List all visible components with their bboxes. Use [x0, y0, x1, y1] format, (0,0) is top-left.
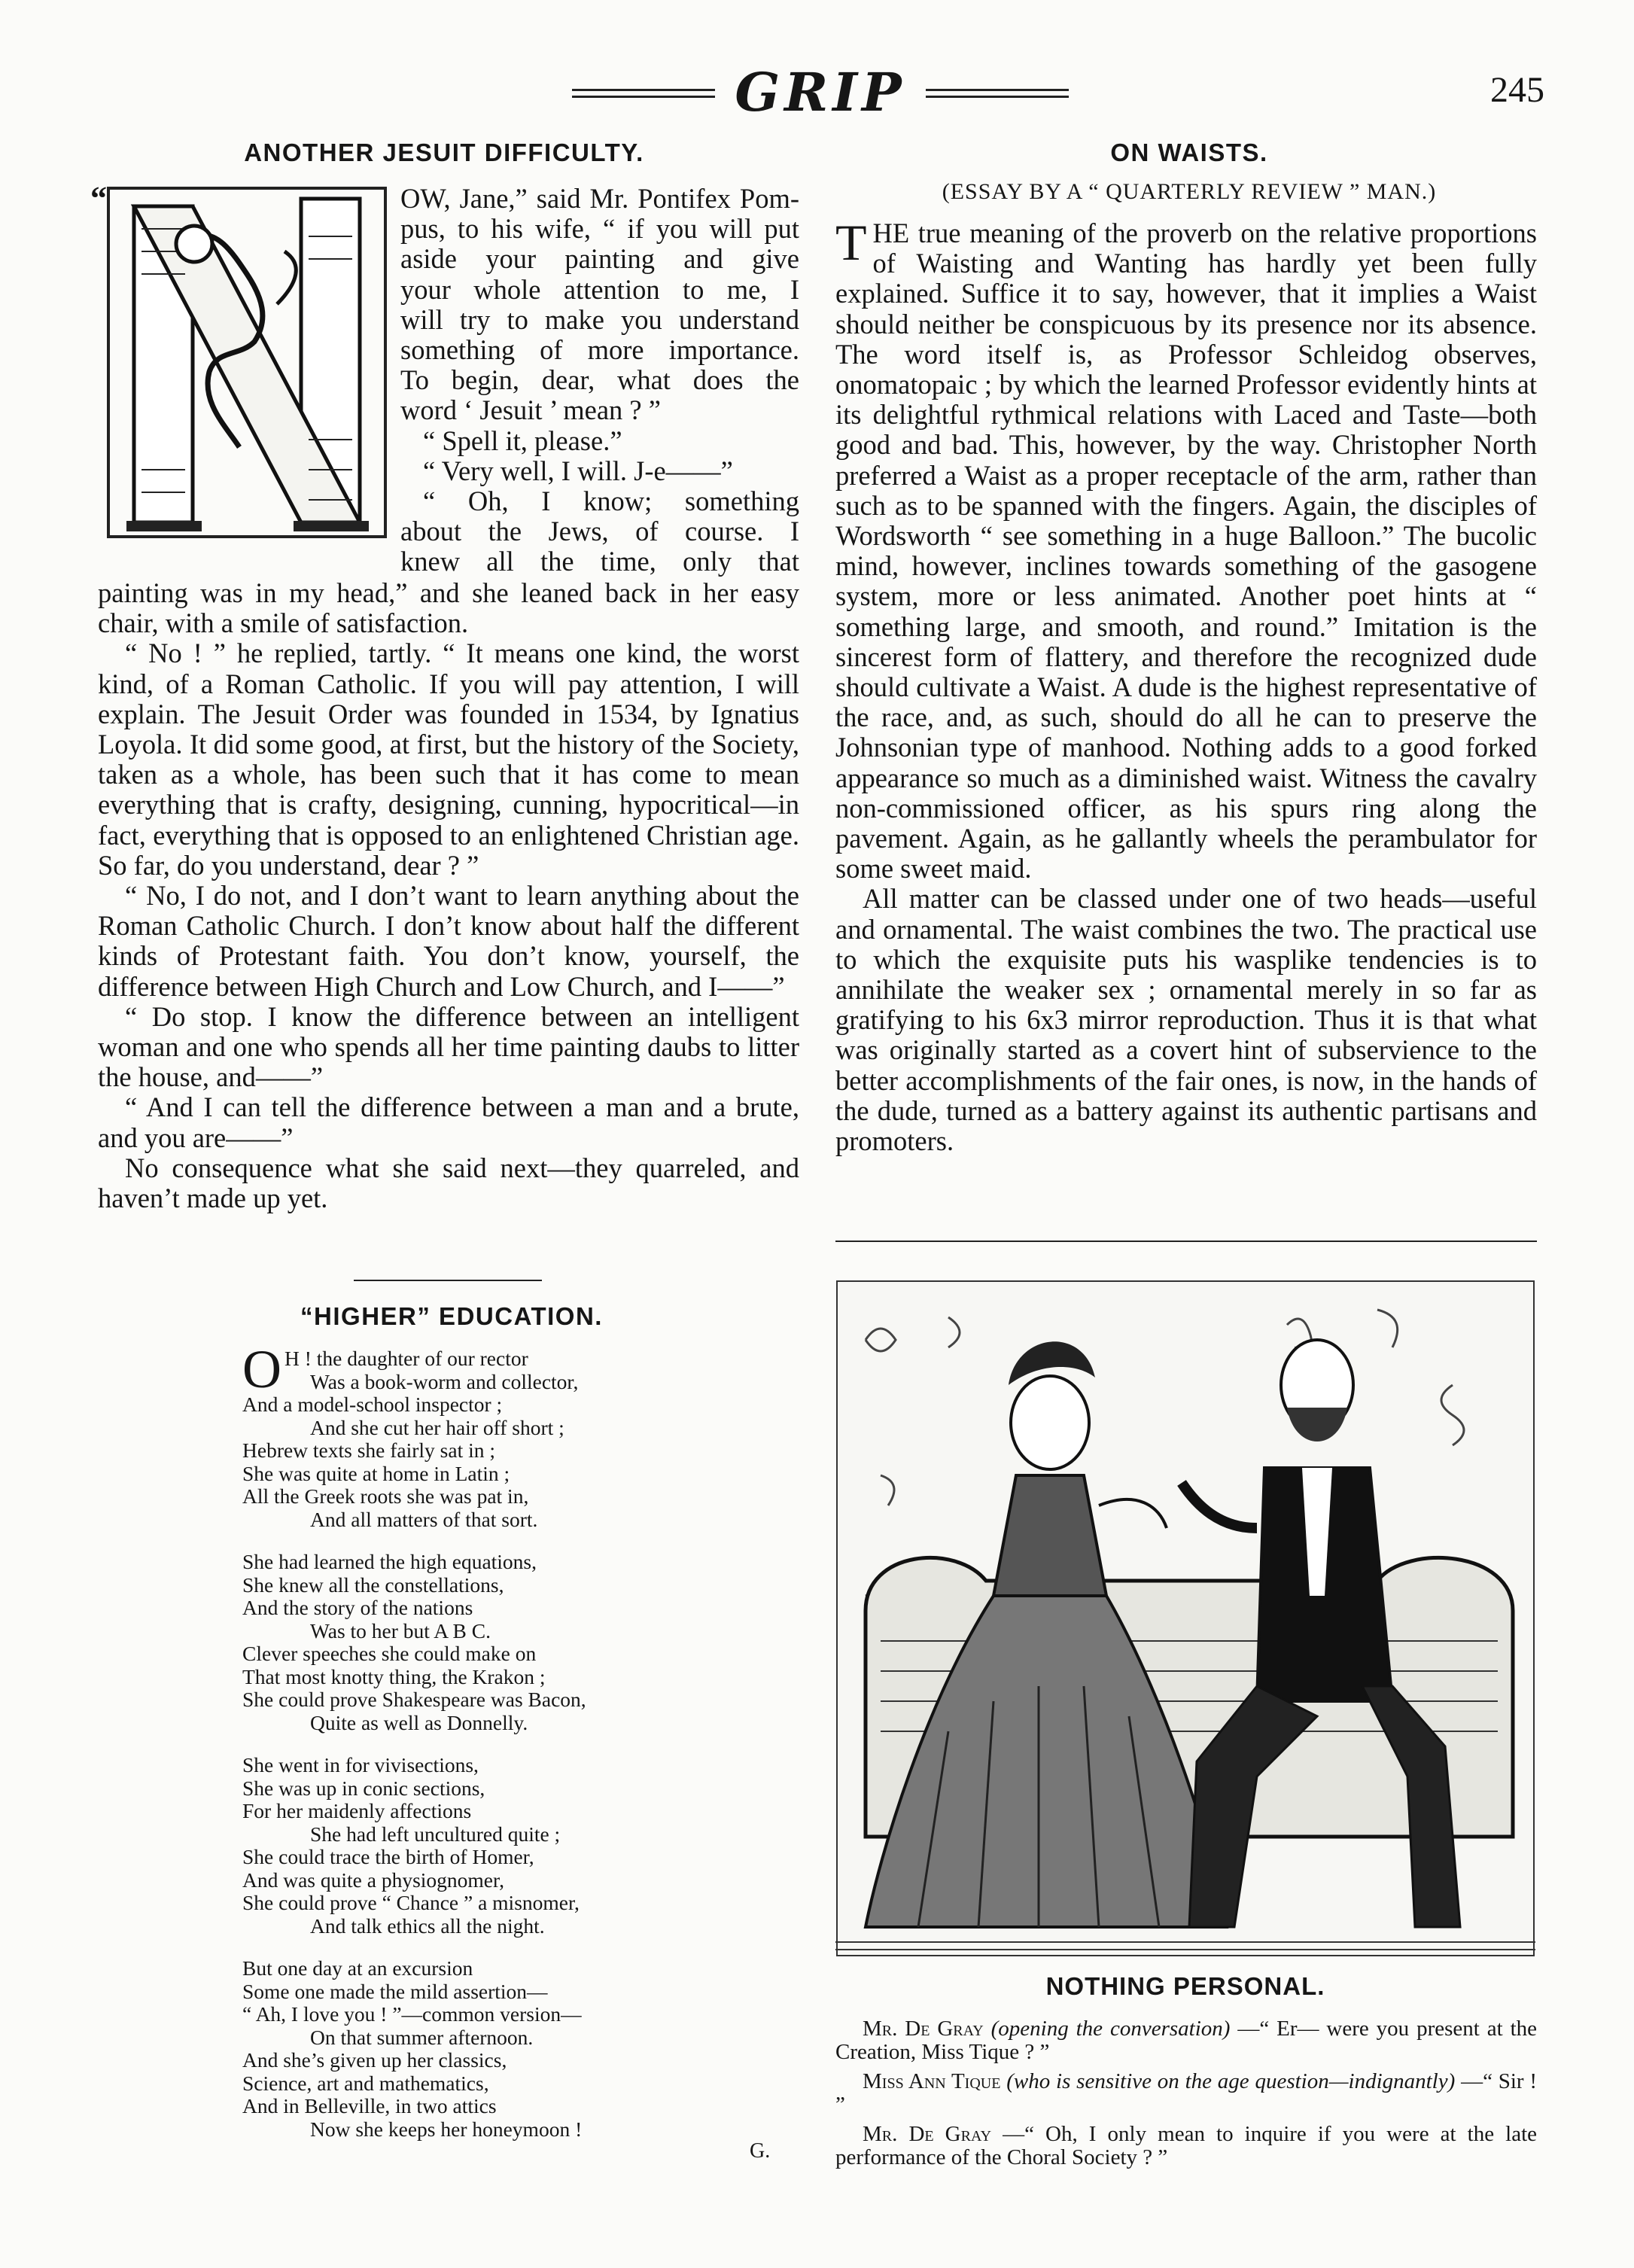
poem-line: Was to her but A B C.	[310, 1618, 491, 1642]
poem-line: Some one made the mild assertion—	[242, 1979, 548, 2003]
intro-line: “ Oh, I know; something	[423, 486, 799, 517]
dialogue-line	[835, 2123, 1537, 2169]
paragraph: “ Do stop. I know the difference between an intelligent woman and one who spends all her time painting daubs to litter the house, and——”	[98, 1000, 799, 1093]
cartoon-caption-title: NOTHING PERSONAL.	[1045, 1972, 1325, 2000]
poem-line: For her maidenly affections	[242, 1799, 472, 1822]
poem-line: Now she keeps her honeymoon !	[310, 2117, 583, 2141]
poem-line: On that summer afternoon.	[310, 2025, 534, 2049]
speaker-name: Mr. De Gray	[863, 2017, 984, 2041]
article-body-waists	[835, 214, 1537, 1157]
intro-line: knew all the time, only that	[400, 546, 799, 577]
poem-line: And she’s given up her classics,	[242, 2048, 507, 2072]
poem-line: “ Ah, I love you ! ”—common version—	[242, 2002, 582, 2026]
intro-line: word ‘ Jesuit ’ mean ? ”	[400, 394, 661, 426]
poem-line: Was a book-worm and collector,	[310, 1369, 579, 1393]
poem-stanza	[242, 1551, 784, 1734]
masthead-rule-right	[926, 89, 1069, 98]
poem-line: Science, art and mathematics,	[242, 2071, 489, 2095]
dialogue-text: —“ Sir ! ”	[835, 2069, 1538, 2117]
poem-line: She could trace the birth of Homer,	[242, 1845, 534, 1868]
poem-line: That most knotty thing, the Krakon ;	[242, 1664, 546, 1688]
poem-line: She knew all the constellations,	[242, 1572, 504, 1597]
poem-line: And in Belleville, in two attics	[242, 2094, 497, 2117]
poem-signature: G.	[750, 2139, 771, 2163]
poem-line: And the story of the nations	[242, 1596, 473, 1619]
poem-line: Quite as well as Donnelly.	[310, 1710, 528, 1734]
poem-line: But one day at an excursion	[242, 1956, 473, 1980]
poem-line: She went in for vivisections,	[242, 1753, 479, 1776]
article-title-jesuit: ANOTHER JESUIT DIFFICULTY.	[244, 139, 644, 166]
dialogue-line	[835, 2070, 1537, 2117]
poem-line: She could prove Shakespeare was Bacon,	[242, 1688, 586, 1711]
poem-line: She could prove “ Chance ” a misnomer,	[242, 1891, 580, 1914]
paragraph: All matter can be classed under one of two heads—useful and ornamental. The waist combines the two. The practical use to which the exquisite puts his wasplike tendencies is to annihilate the weaker sex ; ornamental merely in so far as gratifying to his 6x3 mirror reproduction. Thus it is that what was originally started as a covert hint of subservience to the better accomplishments of the fair ones, is now, in the hands of the dude, turned as a battery against its authentic partisans and promoters.	[835, 883, 1537, 1157]
poem-line: H ! the daughter of our rector	[285, 1347, 528, 1370]
poem-line: All the Greek roots she was pat in,	[242, 1484, 529, 1508]
speaker-name: Mr. De Gray	[863, 2122, 992, 2146]
poem-line: And a model-school inspector ;	[242, 1393, 503, 1416]
paragraph: painting was in my head,” and she leaned back in her easy chair, with a smile of satisfaction.	[98, 577, 799, 639]
masthead-rule-left	[572, 89, 715, 98]
intro-line: about the Jews, of course. I	[400, 516, 799, 547]
poem-line: She had left uncultured quite ;	[310, 1822, 561, 1846]
intro-line: pus, to his wife, “ if you will put	[400, 213, 799, 245]
speaker-name: Miss Ann Tique	[863, 2069, 1001, 2093]
paragraph: No consequence what she said next—they quarreled, and haven’t made up yet.	[98, 1152, 799, 1214]
poem-line: And she cut her hair off short ;	[310, 1415, 564, 1439]
poem-line: She was quite at home in Latin ;	[242, 1461, 510, 1485]
intro-line: “ Spell it, please.”	[423, 425, 622, 456]
masthead	[572, 59, 1069, 126]
article-subtitle-waists: (ESSAY BY A “ QUARTERLY REVIEW ” MAN.)	[942, 179, 1437, 204]
article-title-waists: ON WAISTS.	[1110, 139, 1268, 166]
paragraph-text: HE true meaning of the proverb on the relative proportions of Waisting and Wanting has hardly yet been fully explained. Suffice it to say, however, that it implies a Waist should neither be conspicuous by its presence nor its absence. The word itself is, as Professor Schleidog observes, onomatopaic ; by which the learned Professor evidently hints at its delightful rythmical relations with Laced and Taste—both good and bad. This, however, by the way. Christopher North preferred a Waist as a proper receptacle of the arm, rather than such as to be spanned with the fingers. Again, the disciples of Wordsworth “ see something in a huge Balloon.” The bucolic mind, however, inclines towards something of the gasogene system, more or less animated. Another poet hints at “ something large, and smooth, and round.” Imitation is the sincerest form of flattery, and therefore the recognized dude should cultivate a Waist. A dude is the highest representative of the race, and, as such, should do all he can to preserve the Johnsonian type of manhood. Nothing adds to a good forked appearance so much as a diminished waist. Witness the cavalry non-commissioned officer, as his spurs ring along the pavement. Again, as he gallantly wheels the perambulator for some sweet maid.	[835, 218, 1537, 884]
dialogue-text: —“ Er— were you present at the Creation, Miss Tique ? ”	[835, 2017, 1538, 2064]
poem-line: She was up in conic sections,	[242, 1776, 485, 1800]
intro-line: “ Very well, I will. J-e——”	[423, 455, 733, 486]
poem-title: “HIGHER” EDUCATION.	[300, 1302, 603, 1330]
poem-line: She had learned the high equations,	[242, 1550, 537, 1573]
open-quote-mark: “	[90, 180, 107, 217]
poem-line: Hebrew texts she fairly sat in ;	[242, 1438, 496, 1462]
intro-line: your whole attention to me, I	[400, 273, 799, 305]
section-divider	[835, 1241, 1537, 1242]
intro-line: OW, Jane,” said Mr. Pontifex Pom-	[400, 183, 799, 214]
poem-body	[242, 1339, 784, 2160]
article-body-jesuit	[98, 578, 799, 1213]
dropcap-n-illustration	[104, 184, 390, 541]
poem-stanza	[242, 1339, 784, 1531]
masthead-title: GRIP	[735, 61, 906, 123]
intro-line: aside your painting and give	[400, 243, 799, 275]
section-divider	[354, 1280, 542, 1281]
intro-line: something of more importance.	[400, 334, 799, 366]
intro-line: will try to make you understand	[400, 303, 799, 335]
cartoon-illustration	[835, 1280, 1535, 1957]
stage-direction: (opening the conversation)	[990, 2017, 1231, 2041]
page-number: 245	[1490, 70, 1544, 110]
cartoon-dialogue	[835, 2017, 1537, 2175]
poem-initial: O	[242, 1339, 281, 1399]
poem-line: Clever speeches she could make on	[242, 1642, 537, 1665]
waists-initial: T	[835, 214, 867, 271]
poem-stanza	[242, 1957, 784, 2141]
paragraph: “ No, I do not, and I don’t want to learn anything about the Roman Catholic Church. I don’t know about half the different kinds of Protestant faith. You don’t know, yourself, the difference between High Church and Low Church, and I——”	[98, 880, 799, 1002]
poem-line: And all matters of that sort.	[310, 1507, 538, 1531]
paragraph: “ And I can tell the difference between a man and a brute, and you are——”	[98, 1091, 799, 1153]
stage-direction: (who is sensitive on the age question—indignantly)	[1006, 2069, 1456, 2093]
paragraph	[835, 214, 1537, 884]
dialogue-line	[835, 2017, 1537, 2064]
paragraph: “ No ! ” he replied, tartly. “ It means one kind, the worst kind, of a Roman Catholic. If you will pay attention, I will explain. The Jesuit Order was founded in 1534, by Ignatius Loyola. It did some good, at first, but the history of the Society, taken as a whole, has been such that it has come to mean everything that is crafty, designing, cunning, hypocritical—in fact, everything that is opposed to an enlightened Christian age. So far, do you understand, dear ? ”	[98, 638, 799, 881]
poem-line: And was quite a physiognomer,	[242, 1868, 504, 1892]
poem-line: And talk ethics all the night.	[310, 1913, 545, 1938]
intro-line: To begin, dear, what does the	[400, 364, 799, 396]
dialogue-text: —“ Oh, I only mean to inquire if you were at the late performance of the Choral Society ? ”	[835, 2122, 1537, 2169]
article-intro-beside-dropcap	[400, 184, 799, 577]
poem-stanza	[242, 1754, 784, 1938]
